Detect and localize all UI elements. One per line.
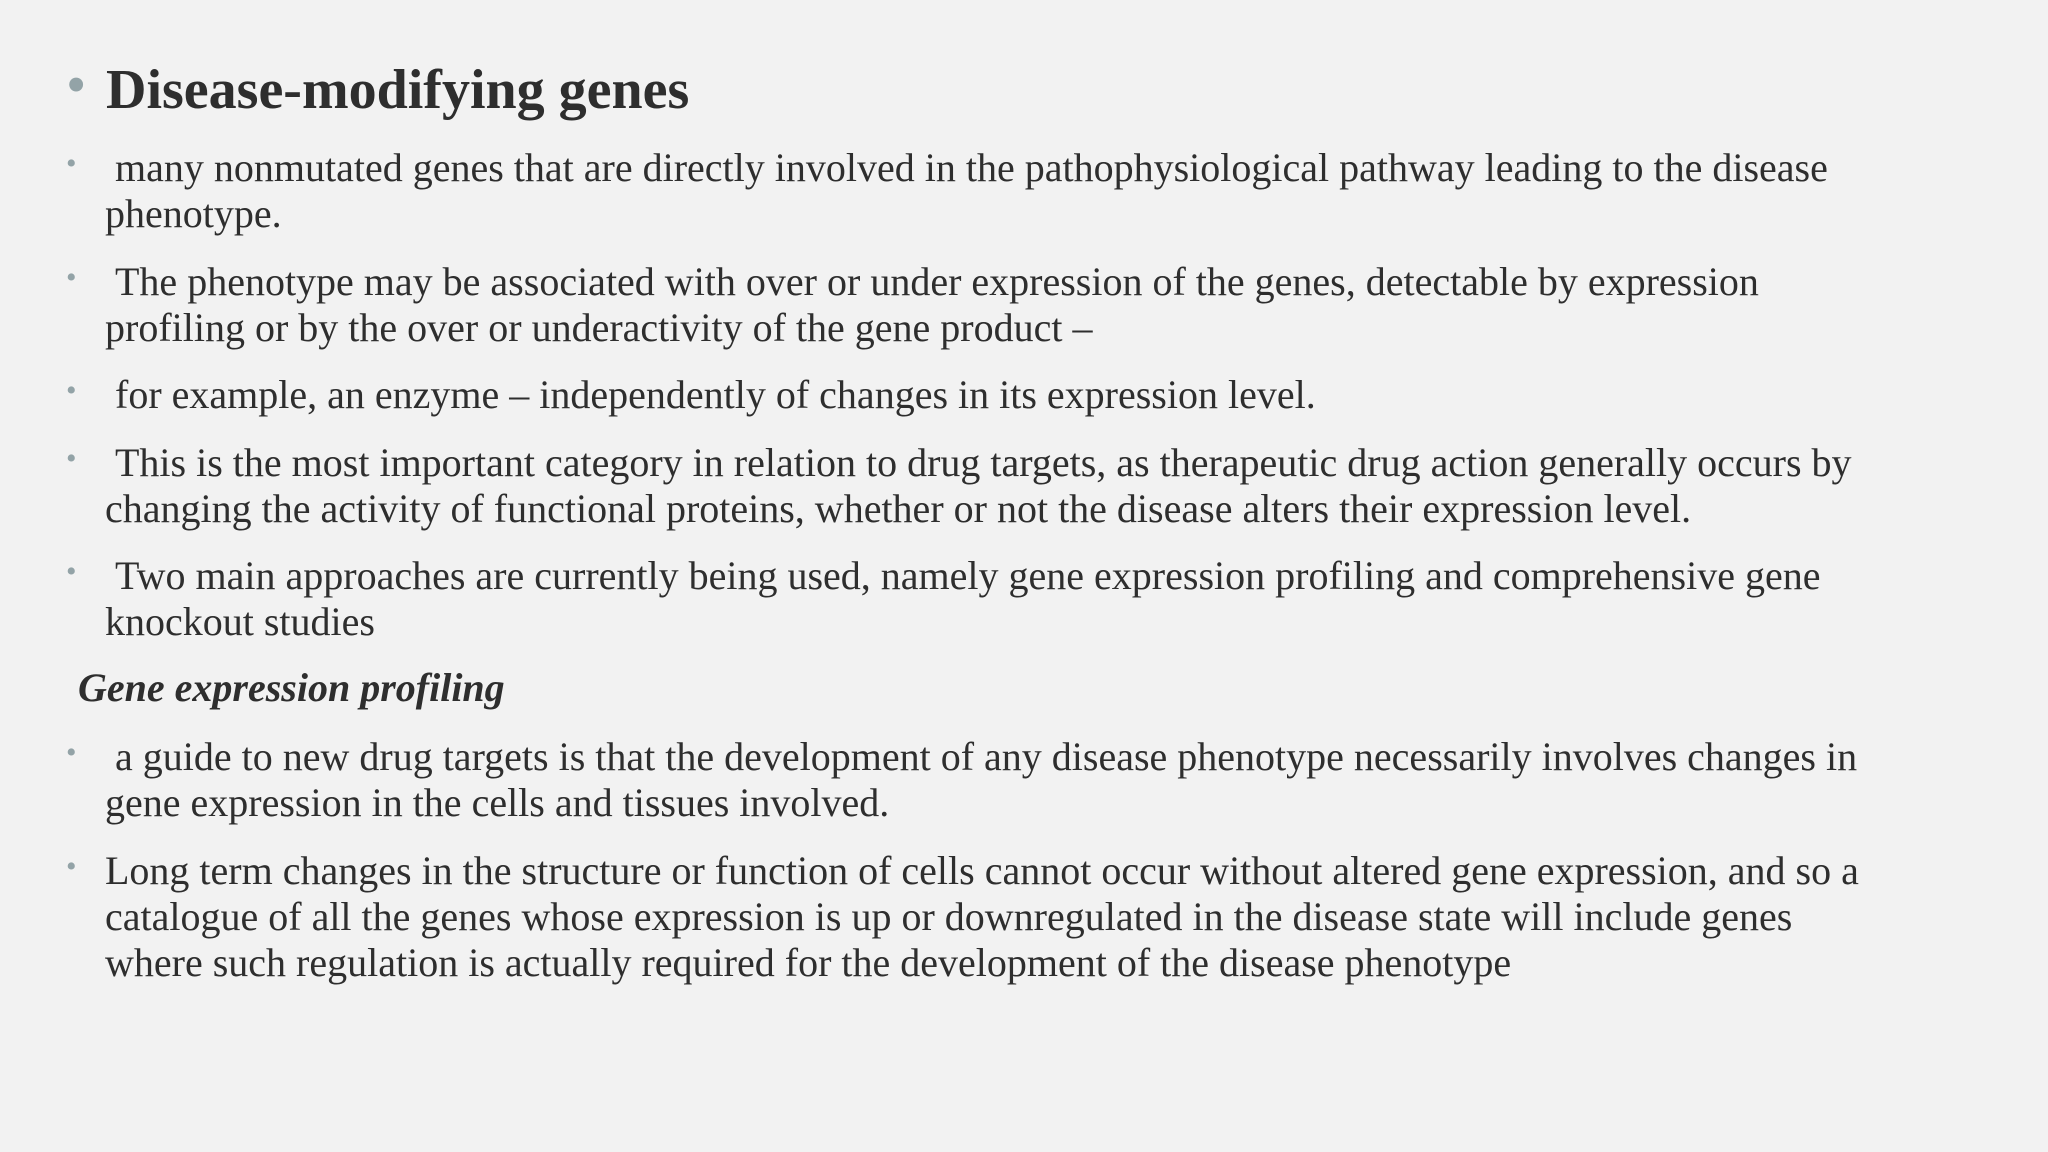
bullet-text: a guide to new drug targets is that the development of any disease phenotype necessarily involves changes in gene expression in the cells and tissues involved. xyxy=(105,734,1858,825)
bullet-icon: • xyxy=(66,555,77,588)
bullet-item xyxy=(66,848,1986,986)
bullet-text: Long term changes in the structure or function of cells cannot occur without altered gene expression, and so a catalogue of all the genes whose expression is up or downregulated in the disease state will include genes where such regulation is actually required for the development of the disease phenotype xyxy=(105,848,1859,985)
bullet-item xyxy=(66,372,1986,418)
bullet-text: for example, an enzyme – independently of changes in its expression level. xyxy=(105,372,1316,417)
bullet-item xyxy=(66,259,1986,351)
section-subheading: Gene expression profiling xyxy=(78,665,505,710)
heading-row xyxy=(66,52,1966,122)
bullet-text: This is the most important category in relation to drug targets, as therapeutic drug action generally occurs by changing the activity of functional proteins, whether or not the disease alters their expression level. xyxy=(105,440,1852,531)
bullet-icon: • xyxy=(66,147,77,180)
bullet-item xyxy=(66,734,1986,826)
bullet-text: Two main approaches are currently being used, namely gene expression profiling and comprehensive gene knockout studies xyxy=(105,553,1821,644)
bullet-icon: • xyxy=(66,52,87,117)
bullet-icon: • xyxy=(66,374,77,407)
bullet-item xyxy=(66,440,1986,532)
bullet-item xyxy=(66,145,1986,237)
bullet-text: The phenotype may be associated with over or under expression of the genes, detectable by expression profiling or by the over or underactivity of the gene product – xyxy=(105,259,1759,350)
bullet-icon: • xyxy=(66,261,77,294)
bullet-item xyxy=(66,553,1986,645)
bullet-icon: • xyxy=(66,736,77,769)
bullet-text: many nonmutated genes that are directly involved in the pathophysiological pathway leading to the disease phenotype. xyxy=(105,145,1828,236)
slide-title: Disease-modifying genes xyxy=(106,59,690,121)
bullet-icon: • xyxy=(66,850,77,883)
bullet-icon: • xyxy=(66,442,77,475)
